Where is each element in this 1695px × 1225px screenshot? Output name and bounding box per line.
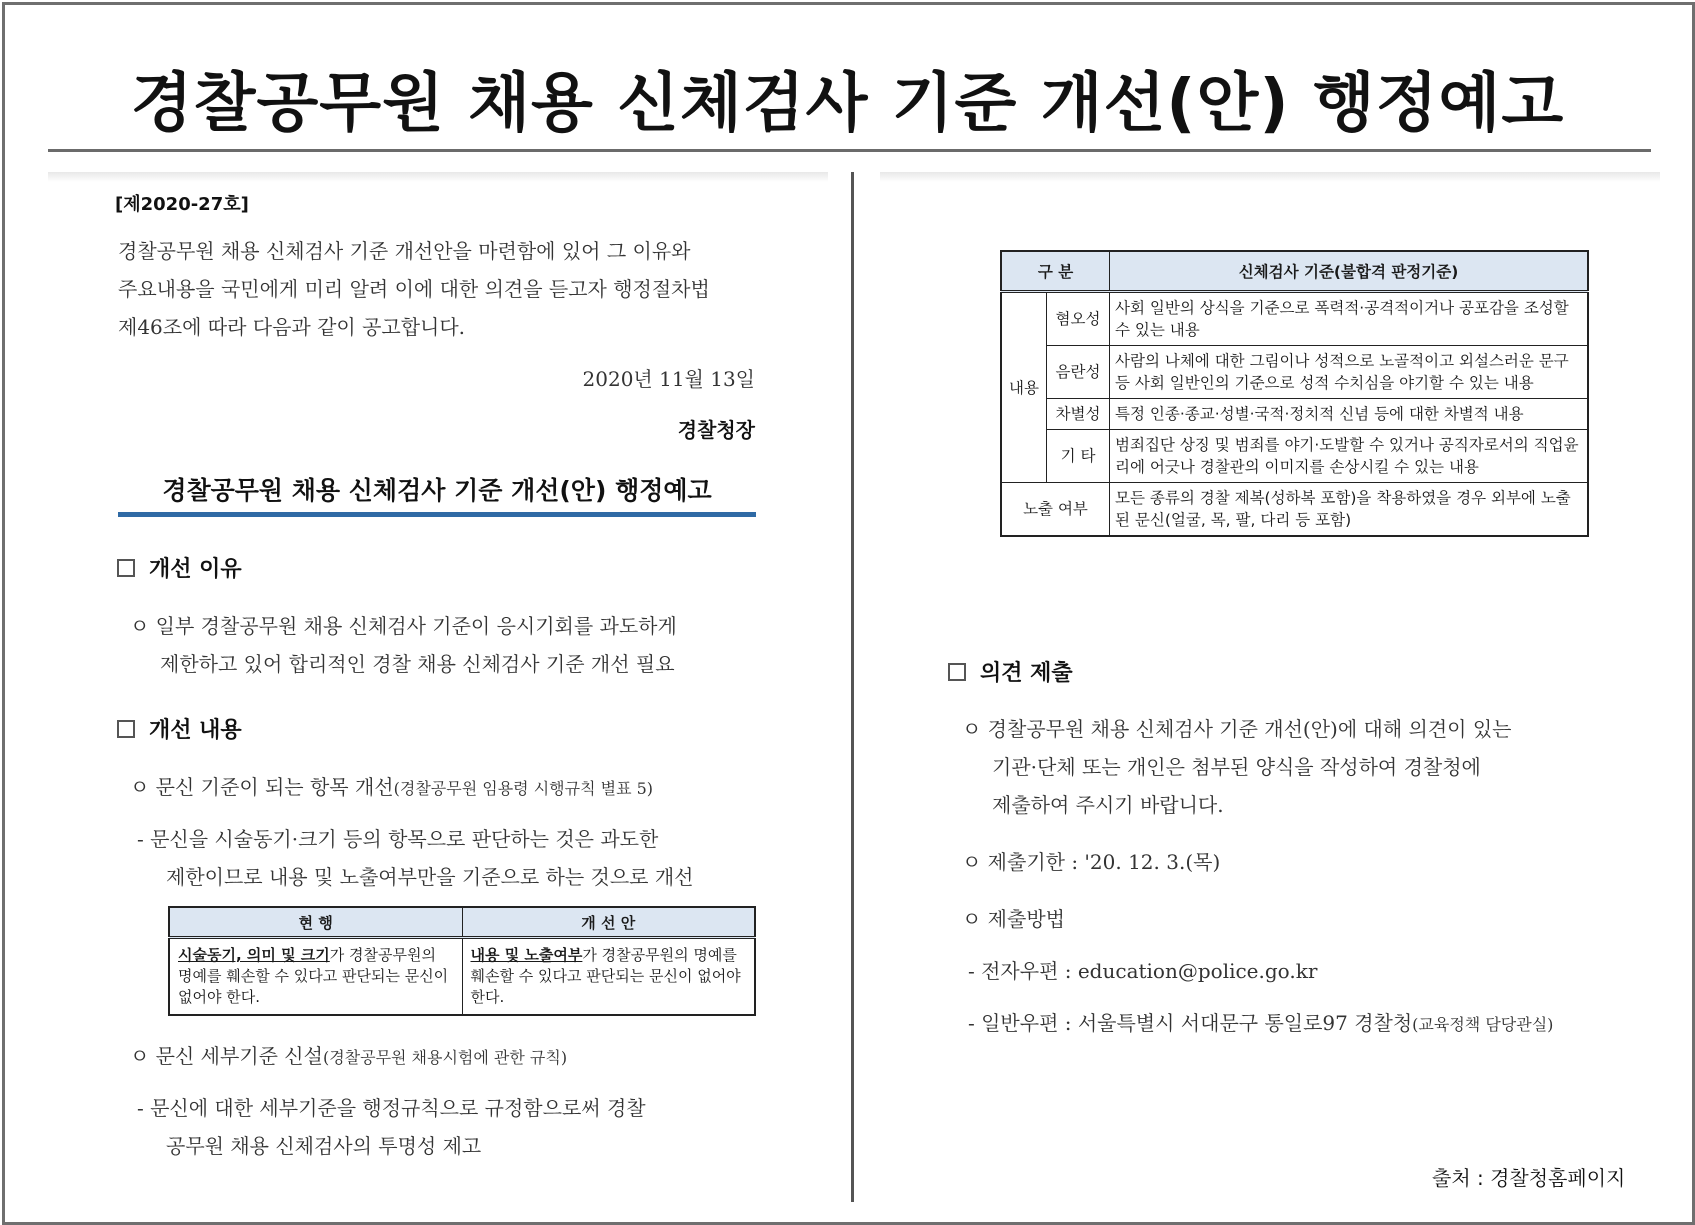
submission-mail: [968, 1004, 1553, 1044]
content-bullet-2: [130, 1037, 567, 1077]
opinion-bullet-line-2: 기관·단체 또는 개인은 첨부된 양식을 작성하여 경찰청에: [992, 755, 1481, 779]
notice-date: 2020년 11월 13일: [582, 367, 755, 391]
submission-deadline: ㅇ 제출기한 : '20. 12. 3.(목): [962, 850, 1221, 874]
section-heading-reason: [117, 552, 242, 583]
intro-line-1: 경찰공무원 채용 신체검사 기준 개선안을 마련함에 있어 그 이유와: [118, 239, 691, 263]
reason-bullet-line-1: ㅇ 일부 경찰공무원 채용 신체검사 기준이 응시기회를 과도하게: [130, 614, 677, 638]
section-heading-content: [117, 713, 242, 744]
criteria-row-label: 혐오성: [1047, 292, 1110, 346]
comparison-header-proposed: 개 선 안: [462, 907, 755, 938]
criteria-row-label: 차별성: [1047, 399, 1110, 430]
comparison-header-current: 현 행: [169, 907, 462, 938]
criteria-row-label: 음란성: [1047, 346, 1110, 399]
comparison-table: [168, 906, 756, 1016]
checkbox-square-icon: [117, 720, 135, 738]
criteria-header-standard: 신체검사 기준(불합격 판정기준): [1110, 251, 1589, 292]
submission-method: ㅇ 제출방법: [962, 907, 1065, 931]
underlined-term: 내용 및 노출여부: [470, 946, 583, 964]
content-dash-1-line-2: 제한이므로 내용 및 노출여부만을 기준으로 하는 것으로 개선: [166, 865, 694, 889]
criteria-exposure-text: 모든 종류의 경찰 제복(성하복 포함)을 착용하였을 경우 외부에 노출된 문신(얼굴, 목, 팔, 다리 등 포함): [1110, 483, 1589, 537]
criteria-row-label: 기 타: [1047, 430, 1110, 483]
reason-bullet-line-2: 제한하고 있어 합리적인 경찰 채용 신체검사 기준 개선 필요: [160, 652, 675, 676]
opinion-bullet-line-3: 제출하여 주시기 바랍니다.: [992, 793, 1224, 817]
issuer: 경찰청장: [677, 418, 755, 442]
content-dash-1-line-1: - 문신을 시술동기·크기 등의 항목으로 판단하는 것은 과도한: [137, 827, 659, 851]
intro-line-3: 제46조에 따라 다음과 같이 공고합니다.: [118, 315, 466, 339]
left-page-shadow: [48, 172, 828, 182]
content-dash-2-line-1: - 문신에 대한 세부기준을 행정규칙으로 규정함으로써 경찰: [137, 1096, 646, 1120]
cell-text: 가 경찰공무원의 명예를 훼손할 수 있다고 판단되는 문신이 없어야 한다.: [178, 946, 449, 1006]
criteria-row-text: 사회 일반의 상식을 기준으로 폭력적·공격적이거나 공포감을 조성할 수 있는 내용: [1110, 292, 1589, 346]
title-divider: [48, 149, 1651, 152]
criteria-table: [1000, 250, 1589, 537]
underlined-term: 시술동기, 의미 및 크기: [178, 946, 330, 964]
opinion-bullet-line-1: ㅇ 경찰공무원 채용 신체검사 기준 개선(안)에 대해 의견이 있는: [962, 717, 1512, 741]
checkbox-square-icon: [117, 559, 135, 577]
column-divider: [851, 172, 854, 1202]
intro-line-2: 주요내용을 국민에게 미리 알려 이에 대한 의견을 듣고자 행정절차법: [118, 277, 710, 301]
section-heading-text: 의견 제출: [980, 661, 1073, 686]
submission-email: - 전자우편 : education@police.go.kr: [968, 959, 1318, 983]
checkbox-square-icon: [948, 663, 966, 681]
section-heading-text: 개선 내용: [149, 718, 242, 743]
content-bullet-1-note: (경찰공무원 임용령 시행규칙 별표 5): [393, 779, 654, 798]
submission-mail-text: - 일반우편 : 서울특별시 서대문구 통일로97 경찰청: [968, 1011, 1413, 1035]
criteria-exposure-label: 노출 여부: [1001, 483, 1110, 537]
comparison-cell-current: [169, 938, 462, 1016]
section-heading-opinion: [948, 656, 1073, 687]
section-heading-text: 개선 이유: [149, 557, 242, 582]
document-title-text: 경찰공무원 채용 신체검사 기준 개선(안) 행정예고: [162, 476, 712, 505]
content-bullet-2-text: ㅇ 문신 세부기준 신설: [130, 1044, 323, 1068]
content-bullet-2-note: (경찰공무원 채용시험에 관한 규칙): [322, 1048, 568, 1067]
criteria-row-text: 사람의 나체에 대한 그림이나 성적으로 노골적이고 외설스러운 문구 등 사회 일반인의 기준으로 성적 수치심을 야기할 수 있는 내용: [1110, 346, 1589, 399]
submission-mail-note: (교육정책 담당관실): [1412, 1015, 1554, 1034]
content-bullet-1-text: ㅇ 문신 기준이 되는 항목 개선: [130, 775, 394, 799]
criteria-row-text: 특정 인종·종교·성별·국적·정치적 신념 등에 대한 차별적 내용: [1110, 399, 1589, 430]
criteria-row-text: 범죄집단 상징 및 범죄를 야기·도발할 수 있거나 공직자로서의 직업윤리에 어긋나 경찰관의 이미지를 손상시킬 수 있는 내용: [1110, 430, 1589, 483]
comparison-cell-proposed: [462, 938, 755, 1016]
criteria-group-content: 내용: [1001, 292, 1047, 483]
notice-number: [제2020-27호]: [115, 194, 249, 215]
source-credit: 출처 : 경찰청홈페이지: [1432, 1166, 1626, 1190]
page-title: 경찰공무원 채용 신체검사 기준 개선(안) 행정예고: [130, 67, 1565, 141]
right-page-shadow: [880, 172, 1660, 182]
document-title: [118, 470, 756, 517]
criteria-header-category: 구 분: [1001, 251, 1110, 292]
content-bullet-1: [130, 768, 653, 808]
content-dash-2-line-2: 공무원 채용 신체검사의 투명성 제고: [166, 1134, 482, 1158]
cell-text: 가 경찰공무원의 명예를 훼손할 수 있다고 판단되는 문신이 없어야 한다.: [470, 946, 741, 1006]
